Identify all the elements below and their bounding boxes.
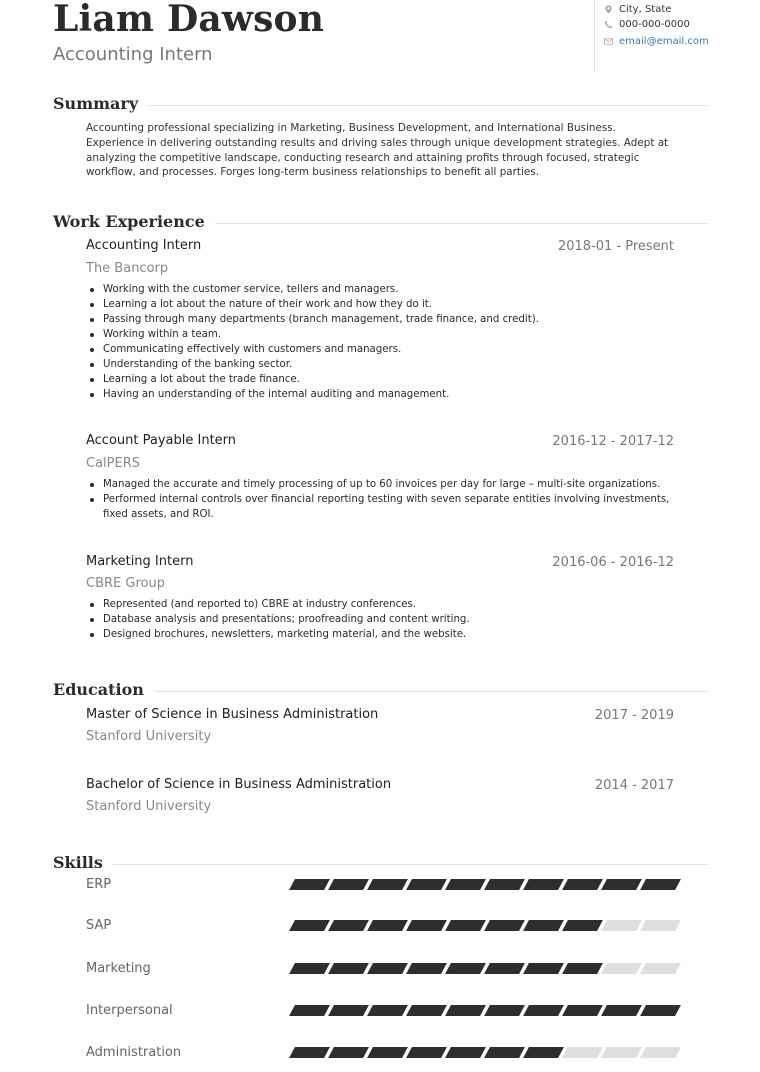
education-date: 2017 - 2019 [594,708,674,723]
skill-segment-filled [328,879,369,890]
bullet-item: Working within a team. [86,327,678,342]
bullet-item: Learning a lot about the trade finance. [86,372,678,387]
section-title: Education [53,680,144,699]
skill-segment-filled [289,920,330,931]
skill-segment-filled [289,1047,330,1058]
skill-segment-filled [601,1005,642,1016]
education-school: Stanford University [86,729,212,744]
skill-level-bar [292,1005,678,1016]
skill-segment-filled [523,1047,564,1058]
work-entry-date: 2016-06 - 2016-12 [552,555,674,570]
section-title: Summary [53,94,139,113]
section-title: Work Experience [53,212,205,231]
skill-segment-filled [523,879,564,890]
job-title: Accounting Intern [53,44,213,65]
education-school: Stanford University [86,799,212,814]
skill-segment-empty [601,963,642,974]
skill-segment-filled [640,1005,681,1016]
skill-segment-filled [640,879,681,890]
bullet-item: Passing through many departments (branch management, trade finance, and credit). [86,312,678,327]
skill-name: Marketing [86,961,151,976]
skill-segment-empty [640,1047,681,1058]
bullet-item: Designed brochures, newsletters, marketing material, and the website. [86,627,678,642]
work-entry-company: CalPERS [86,456,140,471]
summary-text: Accounting professional specializing in Marketing, Business Development, and International Business. Experience in delivering outstanding results and driving sales through unique development strategies. Adept at analyzing the competitive landscape, conducting research and attaining profits through focused, strategic workflow, and processes. Forges long-term business relationships to benefit all parties. [86,122,669,179]
contact-phone [604,19,690,30]
skill-segment-filled [367,920,408,931]
bullet-item: Represented (and reported to) CBRE at industry conferences. [86,597,678,612]
bullet-item: Understanding of the banking sector. [86,357,678,372]
work-entry-title: Account Payable Intern [86,433,237,448]
email-link[interactable]: email@email.com [619,36,709,47]
skill-segment-filled [367,1005,408,1016]
skill-level-bar [292,963,678,974]
bullet-item: Learning a lot about the nature of their work and how they do it. [86,297,678,312]
bullet-item: Managed the accurate and timely processing of up to 60 invoices per day for large – multi-site organizations. [86,477,678,492]
skill-segment-filled [328,963,369,974]
skill-segment-filled [484,1047,525,1058]
skill-segment-filled [562,1005,603,1016]
skill-segment-filled [601,879,642,890]
candidate-name: Liam Dawson [53,0,325,40]
divider [148,105,708,106]
bullet-item: Working with the customer service, tellers and managers. [86,282,678,297]
skill-segment-filled [484,963,525,974]
skill-segment-filled [562,920,603,931]
skill-segment-filled [367,963,408,974]
section-summary-heading [53,94,708,113]
skill-segment-filled [289,879,330,890]
education-degree: Bachelor of Science in Business Administration [86,777,392,792]
bullet-item: Performed internal controls over financial reporting testing with seven separate entities involving investments, fixed assets, and ROI. [86,492,678,522]
skill-segment-filled [484,920,525,931]
skill-segment-filled [406,963,447,974]
skill-name: Interpersonal [86,1003,173,1018]
skill-segment-filled [445,920,486,931]
work-entry-date: 2018-01 - Present [557,239,674,254]
map-pin-icon [604,5,613,14]
skill-level-bar [292,879,678,890]
work-entry-bullets [86,477,678,522]
skill-segment-filled [367,879,408,890]
skill-segment-filled [445,1005,486,1016]
skill-name: Administration [86,1045,182,1060]
divider [113,864,708,865]
skill-segment-filled [406,920,447,931]
skill-segment-empty [640,920,681,931]
skill-segment-filled [406,879,447,890]
section-title: Skills [53,853,103,872]
phone-text: 000-000-0000 [619,19,690,30]
skill-segment-filled [328,1047,369,1058]
skill-segment-filled [406,1047,447,1058]
bullet-item: Database analysis and presentations; proofreading and content writing. [86,612,678,627]
work-entry-bullets [86,597,678,642]
skill-segment-filled [289,1005,330,1016]
skill-segment-empty [562,1047,603,1058]
skill-segment-filled [289,963,330,974]
skill-segment-filled [328,1005,369,1016]
education-date: 2014 - 2017 [594,778,674,793]
work-entry-company: The Bancorp [86,261,169,276]
section-education-heading [53,680,708,699]
skill-segment-filled [445,963,486,974]
skill-segment-filled [328,920,369,931]
education-degree: Master of Science in Business Administration [86,707,379,722]
skill-segment-filled [445,879,486,890]
work-entry-company: CBRE Group [86,576,165,591]
envelope-icon [604,37,613,46]
skill-segment-filled [367,1047,408,1058]
skill-segment-filled [484,1005,525,1016]
skill-segment-filled [406,1005,447,1016]
skill-segment-filled [484,879,525,890]
skill-segment-empty [640,963,681,974]
contact-block [594,0,755,72]
skill-segment-filled [523,920,564,931]
skill-segment-filled [445,1047,486,1058]
skill-segment-filled [562,879,603,890]
section-skills-heading [53,853,708,872]
section-work-heading [53,212,708,231]
work-entry-date: 2016-12 - 2017-12 [552,434,674,449]
phone-icon [604,20,613,29]
location-text: City, State [619,4,672,15]
contact-location [604,4,671,15]
work-entry-title: Marketing Intern [86,554,194,569]
divider [215,223,708,224]
work-entry-title: Accounting Intern [86,238,202,253]
skill-level-bar [292,920,678,931]
skill-segment-filled [523,1005,564,1016]
work-entry-bullets [86,282,678,402]
bullet-item: Having an understanding of the internal auditing and management. [86,387,678,402]
skill-name: SAP [86,918,112,933]
bullet-item: Communicating effectively with customers and managers. [86,342,678,357]
skill-segment-filled [523,963,564,974]
skill-segment-empty [601,920,642,931]
contact-email[interactable] [604,36,709,47]
skill-segment-filled [562,963,603,974]
skill-name: ERP [86,877,112,892]
skill-segment-empty [601,1047,642,1058]
divider [154,691,708,692]
skill-level-bar [292,1047,678,1058]
